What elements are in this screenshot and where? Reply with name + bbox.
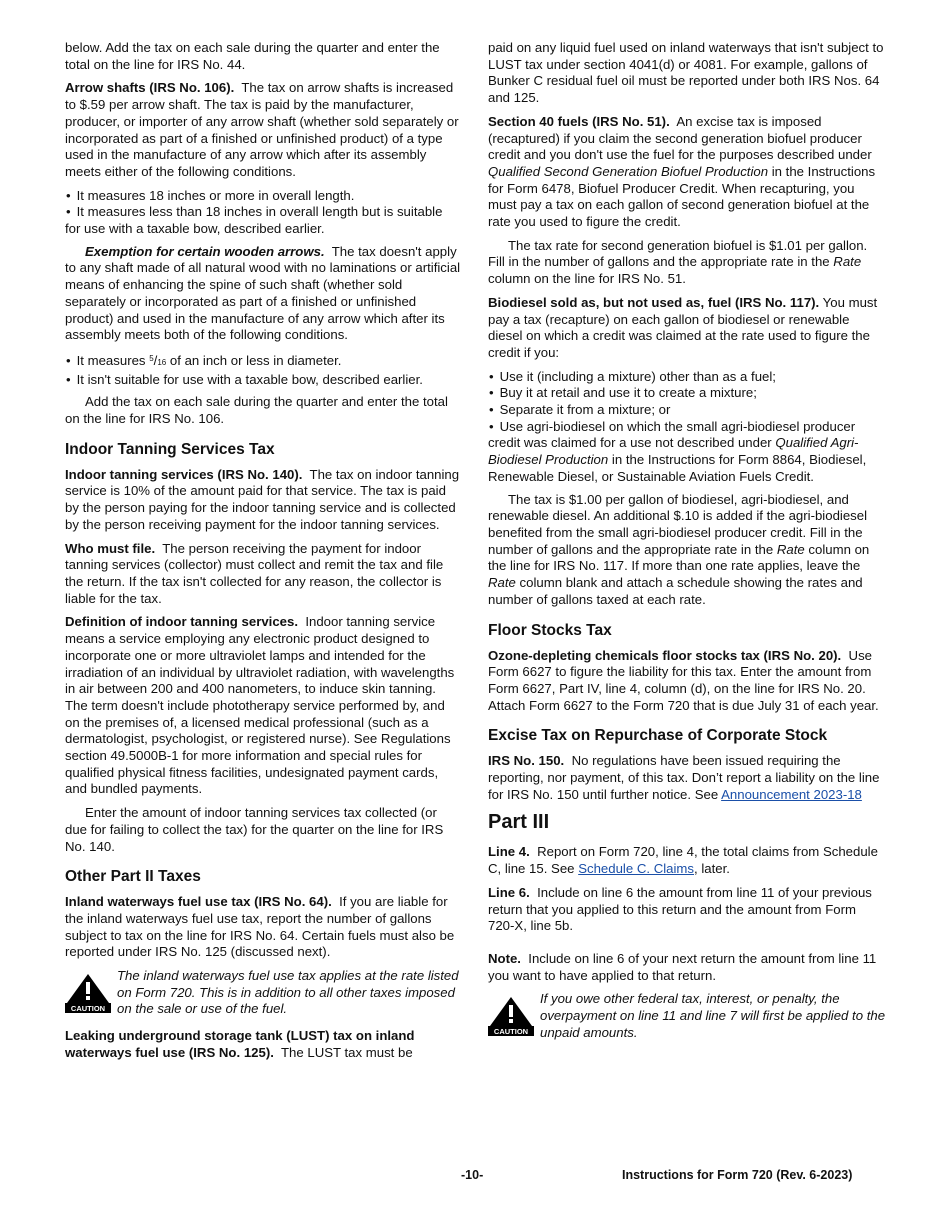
caution-text: The inland waterways fuel use tax applies at the rate listed on Form 720. This is in addition to all other taxes imposed on the sale or use of the fuel. xyxy=(117,968,459,1017)
bullet-item: • Use it (including a mixture) other than as a fuel; xyxy=(488,369,886,386)
rate-paragraph: The tax rate for second generation biofuel is $1.01 per gallon. Fill in the number of gallons and the appropriate rate in the Rate column on the line for IRS No. 51. xyxy=(488,237,868,287)
lust-paragraph: Leaking underground storage tank (LUST) tax on inland waterways fuel use (IRS No. 125). The LUST tax must be xyxy=(65,1028,415,1060)
section40-paragraph: Section 40 fuels (IRS No. 51). An excise tax is imposed (recaptured) if you claim the second generation biofuel producer credit and you don't use the fuel for the purposes described under Qualified Second Generation Biofuel Production in the Instructions for Form 6478, Biofuel Producer Credit. When recapturing, you must pay a tax on each gallon of second generation biofuel at the rate you used to figure the credit. xyxy=(488,113,876,230)
bullet-item: • It isn't suitable for use with a taxable bow, described earlier. xyxy=(65,372,461,389)
caution-icon xyxy=(488,996,534,1036)
bullet-item: • It measures 18 inches or more in overall length. xyxy=(65,188,461,205)
svg-text:CAUTION: CAUTION xyxy=(70,1004,106,1014)
enter-amount-paragraph: Enter the amount of indoor tanning services tax collected (or due for failing to collect the tax) for the quarter on the line for IRS No. 140. xyxy=(65,805,444,854)
arrow-shafts-paragraph: Arrow shafts (IRS No. 106). The tax on arrow shafts is increased to $.59 per arrow shaft. The tax is paid by the manufacturer, producer, or importer of any arrow shaft (whether sold separately or incorporated as part of a finished or unfinished product) of a type used in the manufacture of any arrow which after its assembly meets either of the following conditions. xyxy=(65,80,459,179)
tanning-paragraph: Indoor tanning services (IRS No. 140). The tax on indoor tanning service is 10% of the amount paid for that service. The tax is paid by the person paying for the indoor tanning service and is collected by the person receiving payment for the indoor tanning services. xyxy=(65,466,460,532)
caution-icon xyxy=(65,973,111,1013)
left-column xyxy=(65,40,461,1069)
irs150-paragraph: IRS No. 150. No regulations have been issued requiring the reporting, nor payment, of this tax. Don’t report a liability on the line for IRS No. 150 until further notice. See Announcement 2023-18 xyxy=(488,753,880,802)
bullet-item: • It measures less than 18 inches in overall length but is suitable for use with a taxable bow, described earlier. xyxy=(65,204,461,237)
bullet-item: • It measures $^5$/16 of an inch or less in diameter. xyxy=(65,351,461,372)
part-iii-heading: Part III xyxy=(488,811,550,834)
section-heading-tanning: Indoor Tanning Services Tax xyxy=(65,440,275,458)
definition-paragraph: Definition of indoor tanning services. Indoor tanning service means a service employing any electronic product designed to incorporate one or more ultraviolet lamps and intended for the irradiation of an individual by ultraviolet radiation, with wavelengths in air between 200 and 400 nanometers, to induce skin tanning. The term doesn't include phototherapy service performed by, and on the premises of, a licensed medical professional (such as a dermatologist, psychologist, or registered nurse). See Regulations section 49.5000B-1 for more information and special rules for qualified physical fitness facilities, undesignated payment cards, and bundled payments. xyxy=(65,614,455,797)
note-paragraph: Note. Include on line 6 of your next return the amount from line 11 you want to have applied to that return. xyxy=(488,950,877,983)
announcement-link[interactable]: Announcement 2023-18 xyxy=(721,786,862,802)
inland-waterways-paragraph: Inland waterways fuel use tax (IRS No. 64). If you are liable for the inland waterways fuel use tax, report the number of gallons subject to tax on the line for IRS No. 64. Certain fuels must also be reported under IRS No. 125 (discussed next). xyxy=(65,894,455,960)
bullet-item: • Separate it from a mixture; or xyxy=(488,402,886,419)
who-must-file-paragraph: Who must file. The person receiving the payment for indoor tanning services (collector) must collect and remit the tax and file the return. If the tax isn't collected for any reason, the collector is liable for the tax. xyxy=(65,540,444,606)
biodiesel-paragraph: Biodiesel sold as, but not used as, fuel (IRS No. 117). You must pay a tax (recapture) on each gallon of biodiesel or renewable diesel on which a credit was claimed at the rate used to figure the credit if you: xyxy=(488,294,878,360)
paragraph-intro: below. Add the tax on each sale during the quarter and enter the total on the line for IRS No. 44. xyxy=(65,40,440,72)
bullet-item: • Use agri-biodiesel on which the small agri-biodiesel producer credit was claimed for a use not described under Qualified Agri-Biodiesel Production in the Instructions for Form 8864, Biodiesel, Renewable Diesel, or Sustainable Aviation Fuels Credit. xyxy=(488,419,886,486)
line6-paragraph: Line 6. Include on line 6 the amount from line 11 of your previous return that you applied to this return and the amount from Form 720-X, line 5b. xyxy=(488,884,872,934)
bullet-item: • Buy it at retail and use it to create a mixture; xyxy=(488,385,886,402)
line4-paragraph: Line 4. Report on Form 720, line 4, the total claims from Schedule C, line 15. See Schedule C. Claims, later. xyxy=(488,844,878,877)
right-column xyxy=(488,40,886,1051)
exemption-paragraph: Exemption for certain wooden arrows. The tax doesn't apply to any shaft made of all natural wood with no laminations or artificial means of enhancing the spine of such shaft (whether sold separately or incorporated as part of a finished or unfinished product) and used in the manufacture of any arrow which after its assembly meets both of the following conditions. xyxy=(65,243,461,343)
svg-text:CAUTION: CAUTION xyxy=(493,1027,529,1037)
continued-paragraph: paid on any liquid fuel used on inland waterways that isn't subject to LUST tax under section 4041(d) or 4081. For example, gallons of Bunker C residual fuel oil must be reported under both IRS Nos. 64 and 125. xyxy=(488,40,884,106)
caution-text: If you owe other federal tax, interest, or penalty, the overpayment on line 11 and line 7 will first be applied to the unpaid amounts. xyxy=(540,991,886,1040)
section-heading-other: Other Part II Taxes xyxy=(65,868,201,886)
page-number: -10- xyxy=(461,1168,484,1182)
ozone-paragraph: Ozone-depleting chemicals floor stocks tax (IRS No. 20). Use Form 6627 to figure the liability for this tax. Enter the amount from Form 6627, Part IV, line 4, column (d), on the line for IRS No. 20. Attach Form 6627 to the Form 720 that is due July 31 of each year. xyxy=(488,647,879,713)
schedule-c-claims-link[interactable]: Schedule C. Claims xyxy=(578,861,694,877)
footer-form-title: Instructions for Form 720 (Rev. 6-2023) xyxy=(622,1168,853,1182)
caution-box xyxy=(65,968,461,1018)
section-heading-repurchase: Excise Tax on Repurchase of Corporate Stock xyxy=(488,727,828,745)
caution-box xyxy=(488,991,886,1041)
section-heading-floor-stocks: Floor Stocks Tax xyxy=(488,621,612,639)
add-tax-paragraph: Add the tax on each sale during the quarter and enter the total on the line for IRS No. 106. xyxy=(65,394,448,427)
biodiesel-rate-paragraph: The tax is $1.00 per gallon of biodiesel, agri-biodiesel, and renewable diesel. An additional $.10 is added if the agri-biodiesel benefited from the small agri-biodiesel producer credit. Fill in the number of gallons and the appropriate rate in the Rate column on the line for IRS No. 117. If more than one rate applies, leave the Rate column blank and attach a schedule showing the rates and number of gallons taxed at each rate. xyxy=(488,491,870,607)
